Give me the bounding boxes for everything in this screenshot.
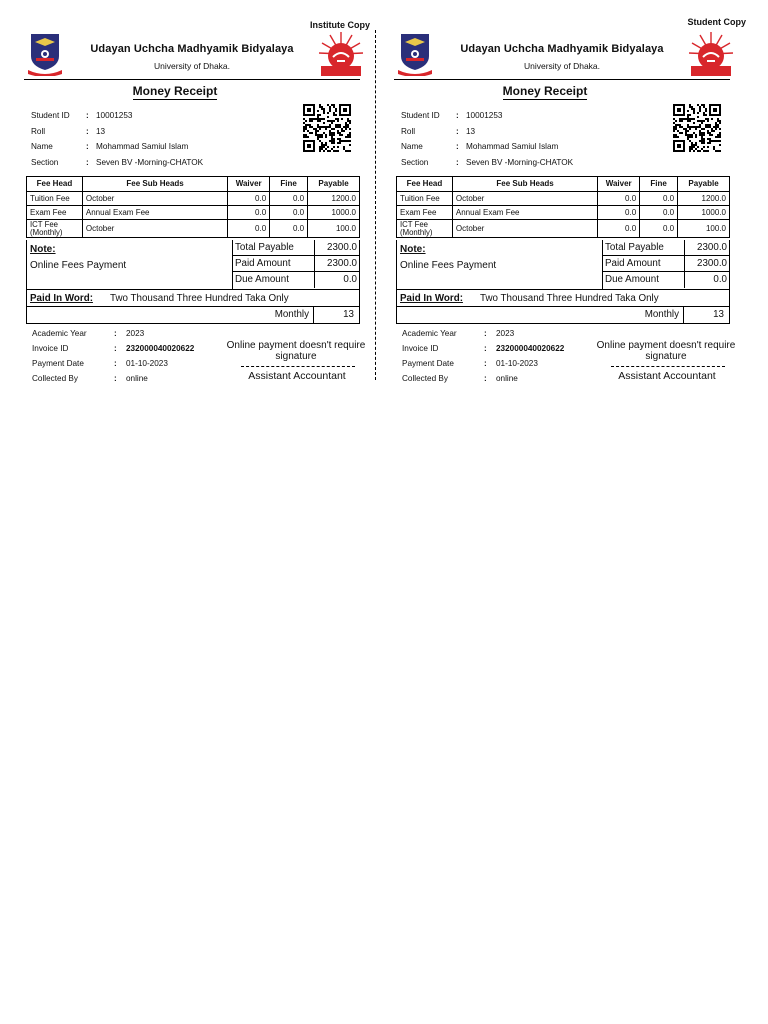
footer-row: Payment Date : 01-10-2023 xyxy=(402,359,538,368)
header-divider xyxy=(24,79,360,80)
table-row: Exam Fee Annual Exam Fee 0.0 0.0 1000.0 xyxy=(397,206,730,220)
table-row: Tuition Fee October 0.0 0.0 1200.0 xyxy=(27,192,360,206)
info-row: Section : Seven BV -Morning-CHATOK xyxy=(401,157,574,167)
signature-line xyxy=(611,366,725,367)
due-amount-row: Due Amount 0.0 xyxy=(232,272,360,288)
footer-row: Payment Date : 01-10-2023 xyxy=(32,359,168,368)
payment-summary xyxy=(396,240,730,290)
info-row: Name : Mohammad Samiul Islam xyxy=(31,142,189,152)
cut-line xyxy=(375,30,376,380)
table-row: Tuition Fee October 0.0 0.0 1200.0 xyxy=(397,192,730,206)
student-info xyxy=(31,108,203,170)
monthly-row: Monthly 13 xyxy=(396,306,730,324)
qr-code-icon xyxy=(673,104,721,152)
fee-table-header: Fee Head Fee Sub Heads Waiver Fine Payable xyxy=(27,177,360,192)
payment-summary xyxy=(26,240,360,290)
info-row: Section : Seven BV -Morning-CHATOK xyxy=(31,157,204,167)
info-row: Name : Mohammad Samiul Islam xyxy=(401,142,559,152)
receipt-institute-copy xyxy=(22,0,370,390)
note-label: Note: xyxy=(400,244,426,255)
footer-row: Invoice ID : 232000040020622 xyxy=(402,344,565,353)
signature-note: Online payment doesn't require signature xyxy=(226,340,366,362)
info-row: Student ID : 10001253 xyxy=(401,111,503,121)
paid-amount-row: Paid Amount 2300.0 xyxy=(232,256,360,272)
table-row: Exam Fee Annual Exam Fee 0.0 0.0 1000.0 xyxy=(27,206,360,220)
footer-row: Academic Year : 2023 xyxy=(32,329,145,338)
copy-label: Institute Copy xyxy=(310,20,370,30)
school-logo-icon xyxy=(318,30,364,78)
school-logo-icon xyxy=(688,30,734,78)
monthly-row: Monthly 13 xyxy=(26,306,360,324)
signature-title: Assistant Accountant xyxy=(248,370,346,382)
footer-row: Invoice ID : 232000040020622 xyxy=(32,344,195,353)
table-row: ICT Fee (Monthly) October 0.0 0.0 100.0 xyxy=(27,220,360,238)
fee-table-header: Fee Head Fee Sub Heads Waiver Fine Payable xyxy=(397,177,730,192)
footer-row: Collected By : online xyxy=(32,374,148,383)
receipt-title: Money Receipt xyxy=(132,84,218,98)
info-row: Roll : 13 xyxy=(401,126,476,136)
receipt-title: Money Receipt xyxy=(502,84,588,98)
header-divider xyxy=(394,79,730,80)
note-text: Online Fees Payment xyxy=(400,260,497,271)
copy-label: Student Copy xyxy=(687,17,746,27)
fee-table xyxy=(396,176,730,238)
paid-in-word: Paid In Word: Two Thousand Three Hundred Taka Only xyxy=(396,289,730,307)
note-text: Online Fees Payment xyxy=(30,260,127,271)
university-name: University of Dhaka. xyxy=(523,61,601,71)
school-name: Udayan Uchcha Madhyamik Bidyalaya xyxy=(460,43,664,55)
total-payable-row: Total Payable 2300.0 xyxy=(602,240,730,256)
note-area xyxy=(397,240,603,289)
signature-note: Online payment doesn't require signature xyxy=(596,340,736,362)
due-amount-row: Due Amount 0.0 xyxy=(602,272,730,288)
signature-title: Assistant Accountant xyxy=(618,370,716,382)
qr-code-icon xyxy=(303,104,351,152)
fee-table xyxy=(26,176,360,238)
receipt-footer xyxy=(402,326,564,386)
signature-line xyxy=(241,366,355,367)
receipt-footer xyxy=(32,326,194,386)
note-label: Note: xyxy=(30,244,56,255)
note-area xyxy=(27,240,233,289)
footer-row: Collected By : online xyxy=(402,374,518,383)
university-name: University of Dhaka. xyxy=(153,61,231,71)
info-row: Roll : 13 xyxy=(31,126,106,136)
paid-amount-row: Paid Amount 2300.0 xyxy=(602,256,730,272)
table-row: ICT Fee (Monthly) October 0.0 0.0 100.0 xyxy=(397,220,730,238)
info-row: Student ID : 10001253 xyxy=(31,111,133,121)
total-payable-row: Total Payable 2300.0 xyxy=(232,240,360,256)
school-name: Udayan Uchcha Madhyamik Bidyalaya xyxy=(90,43,294,55)
paid-in-word: Paid In Word: Two Thousand Three Hundred Taka Only xyxy=(26,289,360,307)
receipt-student-copy xyxy=(392,0,746,390)
footer-row: Academic Year : 2023 xyxy=(402,329,515,338)
student-info xyxy=(401,108,573,170)
